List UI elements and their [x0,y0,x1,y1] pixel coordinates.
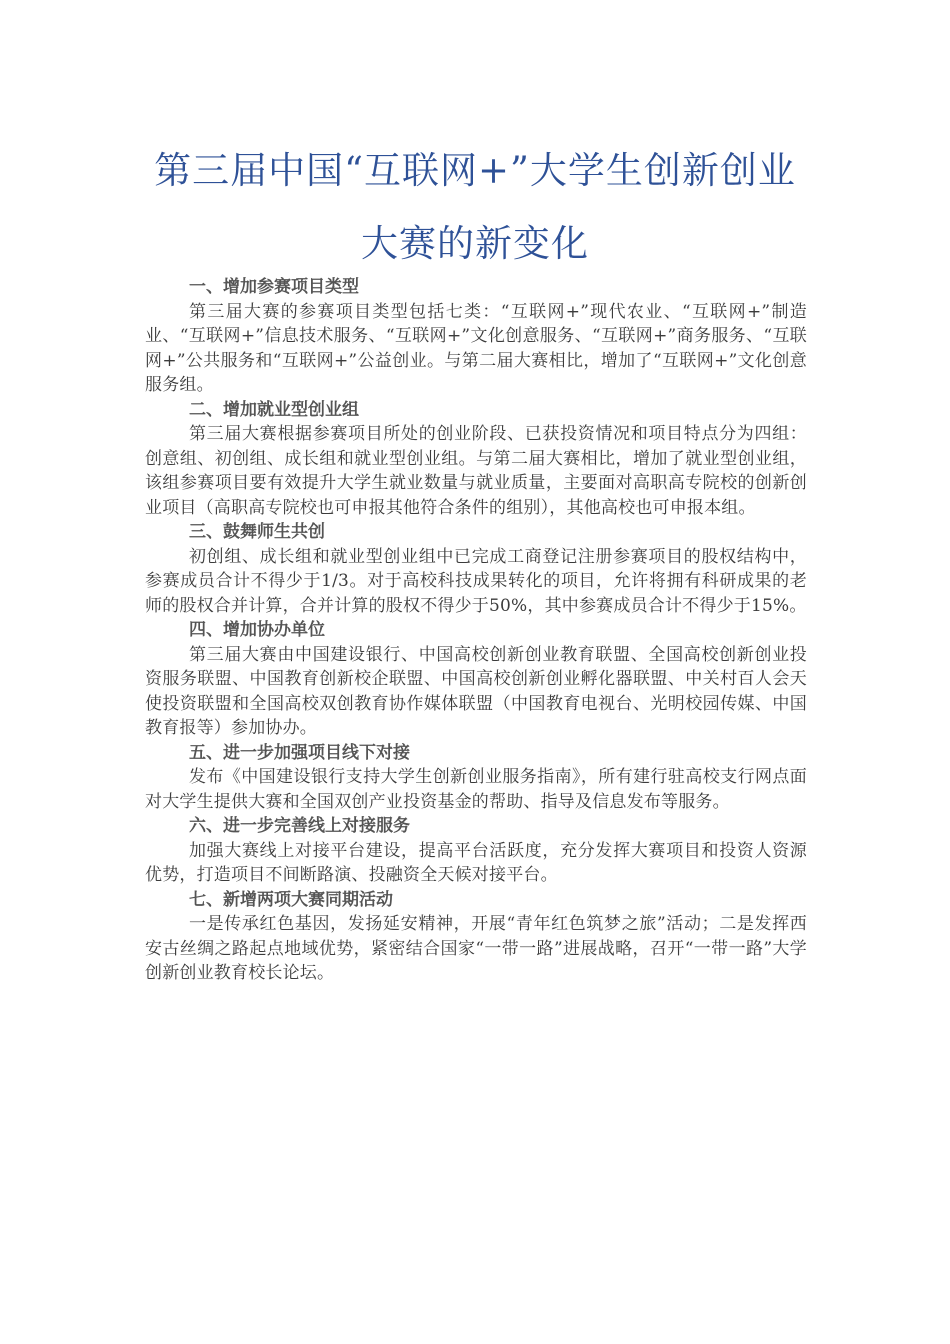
section-paragraph: 初创组、成长组和就业型创业组中已完成工商登记注册参赛项目的股权结构中，参赛成员合计不得少于1/3。对于高校科技成果转化的项目，允许将拥有科研成果的老师的股权合并计算，合并计算的股权不得少于50%，其中参赛成员合计不得少于15%。 [145,546,807,616]
section-heading: 三、鼓舞师生共创 [189,522,325,542]
section-3 [145,520,807,618]
section-paragraph: 一是传承红色基因，发扬延安精神，开展“青年红色筑梦之旅”活动；二是发挥西安古丝绸之路起点地域优势，紧密结合国家“一带一路”进展战略，召开“一带一路”大学创新创业教育校长论坛。 [145,914,807,983]
section-heading: 一、增加参赛项目类型 [189,277,359,297]
section-1 [145,275,807,398]
document-title-line-1: 第三届中国“互联网+”大学生创新创业 [154,149,796,192]
section-paragraph: 第三届大赛的参赛项目类型包括七类：“互联网+”现代农业、“互联网+”制造业、“互联网+”信息技术服务、“互联网+”文化创意服务、“互联网+”商务服务、“互联网+”公共服务和“互联网+”公益创业。与第二届大赛相比，增加了“互联网+”文化创意服务组。 [145,301,807,395]
section-paragraph: 发布《中国建设银行支持大学生创新创业服务指南》，所有建行驻高校支行网点面对大学生提供大赛和全国双创产业投资基金的帮助、指导及信息发布等服务。 [145,767,807,812]
section-paragraph: 第三届大赛由中国建设银行、中国高校创新创业教育联盟、全国高校创新创业投资服务联盟、中国教育创新校企联盟、中国高校创新创业孵化器联盟、中关村百人会天使投资联盟和全国高校双创教育协作媒体联盟（中国教育电视台、光明校园传媒、中国教育报等）参加协办。 [145,644,807,738]
section-7 [145,888,807,986]
section-heading: 二、增加就业型创业组 [189,399,359,420]
document-title-line-2: 大赛的新变化 [361,222,589,265]
section-2 [145,398,807,521]
section-heading: 六、进一步完善线上对接服务 [189,816,410,836]
document-body [145,275,807,986]
section-6 [145,814,807,888]
section-heading: 四、增加协办单位 [189,620,325,640]
section-heading: 五、进一步加强项目线下对接 [189,742,410,763]
section-paragraph: 第三届大赛根据参赛项目所处的创业阶段、已获投资情况和项目特点分为四组：创意组、初创组、成长组和就业型创业组。与第二届大赛相比，增加了就业型创业组，该组参赛项目要有效提升大学生就业数量与就业质量，主要面对高职高专院校的创新创业项目（高职高专院校也可申报其他符合条件的组别），其他高校也可申报本组。 [145,424,807,518]
section-paragraph: 加强大赛线上对接平台建设，提高平台活跃度，充分发挥大赛项目和投资人资源优势，打造项目不间断路演、投融资全天候对接平台。 [145,840,807,885]
section-heading: 七、新增两项大赛同期活动 [189,889,393,910]
section-4 [145,618,807,741]
section-5 [145,741,807,815]
